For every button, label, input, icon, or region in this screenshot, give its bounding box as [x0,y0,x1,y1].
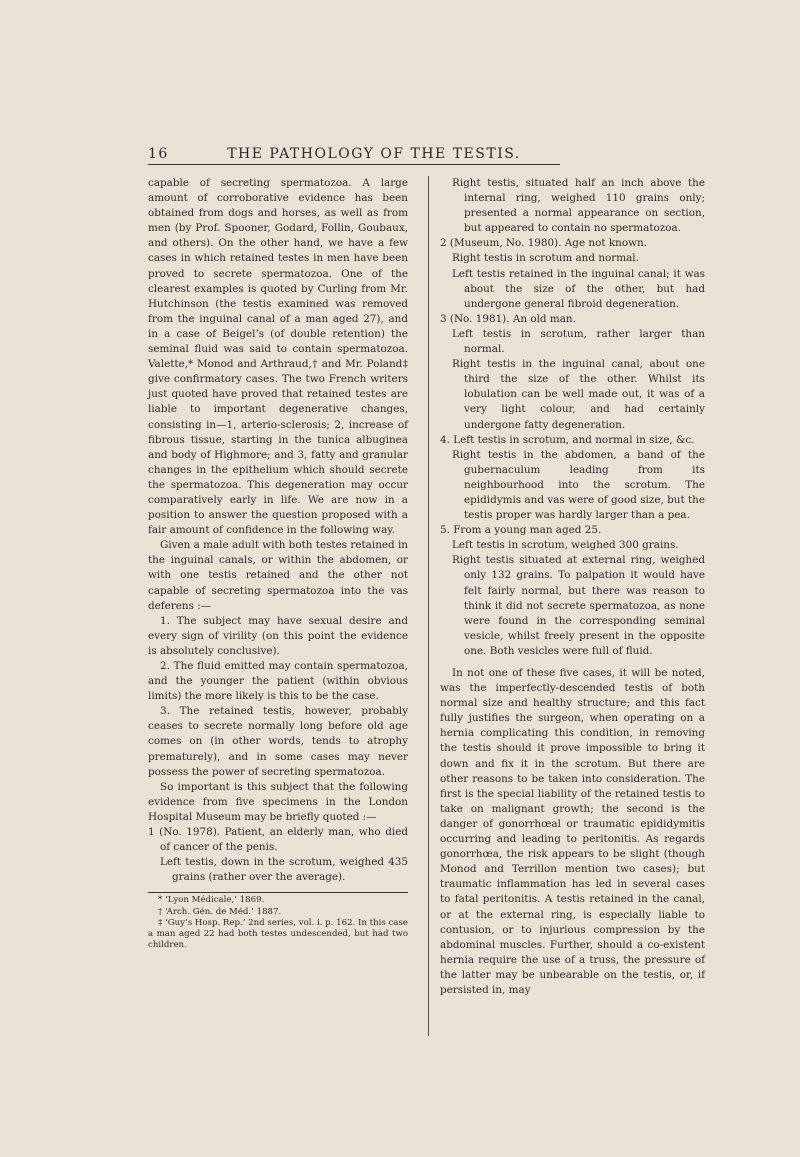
header-rule [148,164,560,165]
case-detail: Right testis situated at external ring, weighed only 132 grains. To palpation it would have felt fairly normal, but there was reason to think it did not secrete spermatozoa, as none were found in the corresponding seminal vesicle, whilst freely present in the opposite one. Both vesicles were full of fluid. [452,554,705,657]
left-column [148,176,408,951]
numbered-point: 3. The retained testis, however, probably ceases to secrete normally long before old age comes on (in other words, tends to atrophy prematurely), and in some cases may never possess the power of secreting spermatozoa. [148,705,408,778]
case-detail: Right testis, situated half an inch above the internal ring, weighed 110 grains only; presented a normal appearance on section, but appeared to contain no spermatozoa. [452,177,705,235]
case-heading: 5. From a young man aged 25. [440,524,602,537]
running-title: THE PATHOLOGY OF THE TESTIS. [227,146,521,162]
paragraph: Given a male adult with both testes retained in the inguinal canals, or within the abdomen, or with one testis retained and the other not capable of secreting spermatozoa into the vas deferens :— [148,539,409,612]
paragraph: So important is this subject that the following evidence from five specimens in the London Hospital Museum may be briefly quoted :— [148,780,408,823]
paragraph-gap [440,659,705,666]
case-detail: Right testis in the inguinal canal, about one third the size of the other. Whilst its lobulation can be well made out, it was of a very light colour, and had certainly undergone fatty degeneration. [452,358,705,431]
footnote: † ‘Arch. Gén. de Méd.’ 1887. [158,906,282,917]
case-detail: Left testis retained in the inguinal canal; it was about the size of the other, but had undergone general fibroid degeneration. [452,267,705,310]
page-number: 16 [148,146,169,162]
numbered-point: 2. The fluid emitted may contain spermatozoa, and the younger the patient (within obvious limits) the more likely is this to be the case. [148,660,408,703]
right-column [440,176,705,998]
case-detail: Left testis in scrotum, rather larger than normal. [452,327,705,356]
case-heading: 4. Left testis in scrotum, and normal in size, &c. [440,433,695,446]
footnote: * ‘Lyon Médicale,’ 1869. [158,895,265,906]
case-heading: 1 (No. 1978). Patient, an elderly man, who died of cancer of the penis. [148,826,408,854]
case-detail: Right testis in the abdomen, a band of the gubernaculum leading from its neighbourhood into the scrotum. The epididymis and vas were of good size, but the testis proper was hardly larger than a pea. [452,448,705,522]
case-detail: Left testis, down in the scrotum, weighed 435 grains (rather over the average). [160,856,408,884]
case-detail: Left testis in scrotum, weighed 300 grains. [452,539,679,552]
footnotes [148,892,408,951]
column-divider [428,176,429,1036]
case-detail: Right testis in scrotum and normal. [452,252,639,265]
footnote: ‡ ‘Guy’s Hosp. Rep.’ 2nd series, vol. i. p. 162. In this case a man aged 22 had both testes undescended, but had two children. [148,917,408,951]
case-heading: 3 (No. 1981). An old man. [440,312,576,325]
paragraph: capable of secreting spermatozoa. A large amount of corroborative evidence has been obtained from dogs and horses, as well as from men (by Prof. Spooner, Godard, Follin, Goubaux, and others). On the other hand, we have a few cases in which retained testes in men have been proved to secrete spermatozoa. One of the clearest examples is quoted by Curling from Mr. Hutchinson (the testis examined was removed from the inguinal canal of a man aged 27), and in a case of Beigel’s (of double retention) the seminal fluid was said to contain spermatozoa. Valette,* Monod and Arthraud,† and Mr. Poland‡ give confirmatory cases. The two French writers just quoted have proved that retained testes are liable to important degenerative changes, consisting in—1, arterio-sclerosis; 2, increase of fibrous tissue, starting in the tunica albuginea and body of Highmore; and 3, fatty and granular changes in the epithelium which should secrete the spermatozoa. This degeneration may occur comparatively early in life. We are now in a position to answer the question proposed with a fair amount of confidence in the following way. [148,177,408,537]
page-header [148,142,560,164]
numbered-point: 1. The subject may have sexual desire and every sign of virility (on this point the evidence is absolutely conclusive). [148,614,408,657]
case-heading: 2 (Museum, No. 1980). Age not known. [440,237,647,250]
paragraph: In not one of these five cases, it will be noted, was the imperfectly-descended testis of both normal size and healthy structure; and this fact fully justifies the surgeon, when operating on a hernia complicating this condition, in removing the testis should it prove impossible to bring it down and fix it in the scrotum. But there are other reasons to be taken into consideration. The first is the special liability of the retained testis to take on malignant growth; the second is the danger of gonorrhœal or traumatic epididymitis occurring and leading to peritonitis. As regards gonorrhœa, the risk appears to be slight (though Monod and Terrillon mention two cases); but traumatic inflammation has led in several cases to fatal peritonitis. A testis retained in the canal, or at the external ring, is especially liable to contusion, or to injurious compression by the abdominal muscles. Further, should a co-existent hernia require the use of a truss, the pressure of the latter may be unbearable on the testis, or, if persisted in, may [440,667,705,996]
